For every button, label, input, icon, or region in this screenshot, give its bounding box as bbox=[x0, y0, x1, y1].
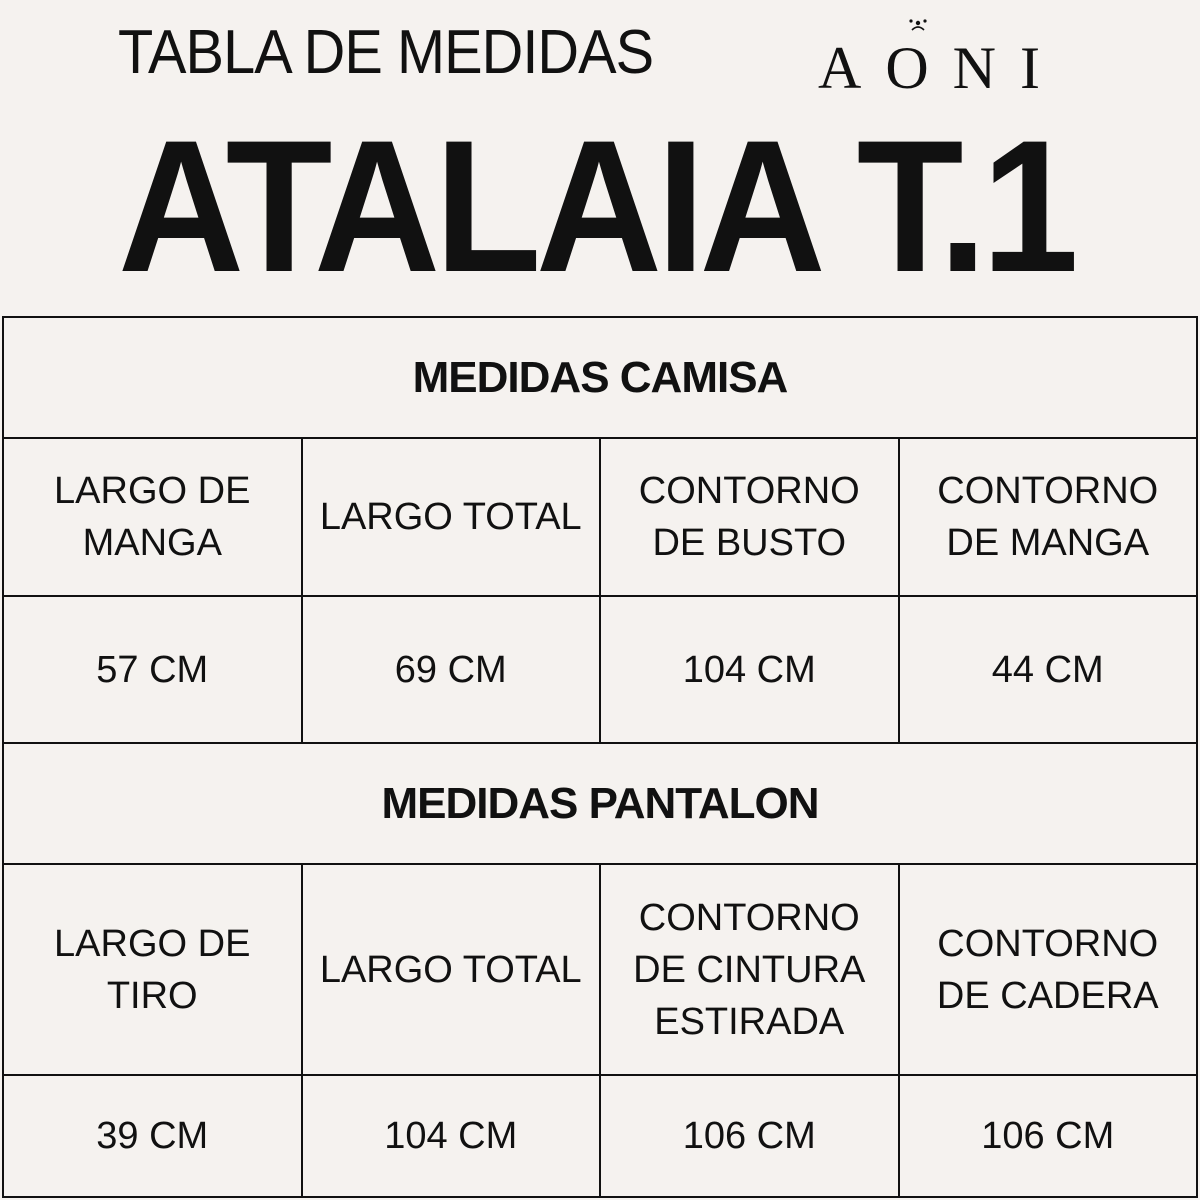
shirt-values-row bbox=[4, 597, 1196, 744]
pants-value-total-length: 104 CM bbox=[303, 1076, 602, 1196]
shirt-col-bust: CONTORNO DE BUSTO bbox=[601, 439, 900, 595]
page-title: ATALAIA T.1 bbox=[118, 101, 1074, 311]
shirt-col-sleeve-length: LARGO DE MANGA bbox=[4, 439, 303, 595]
pants-section-row bbox=[4, 744, 1196, 865]
shirt-section-row bbox=[4, 318, 1196, 439]
pants-header-row bbox=[4, 865, 1196, 1076]
pants-section-title: MEDIDAS PANTALON bbox=[381, 778, 819, 828]
pants-value-hip: 106 CM bbox=[981, 1115, 1115, 1157]
brand-logo bbox=[818, 18, 1064, 101]
shirt-col-sleeve-contour: CONTORNO DE MANGA bbox=[937, 470, 1159, 564]
shirt-value-bust: 104 CM bbox=[601, 597, 900, 742]
shirt-value-sleeve-contour: 44 CM bbox=[991, 648, 1104, 691]
pants-col-waist-stretched: CONTORNO DE CINTURA ESTIRADA bbox=[601, 865, 900, 1074]
brand-wordmark: AONI bbox=[818, 35, 1064, 101]
shirt-value-sleeve-length: 57 CM bbox=[4, 597, 303, 742]
shirt-section-title: MEDIDAS CAMISA bbox=[412, 352, 788, 402]
subtitle: TABLA DE MEDIDAS bbox=[118, 18, 654, 87]
pants-value-rise: 39 CM bbox=[4, 1076, 303, 1196]
pants-col-hip: CONTORNO DE CADERA bbox=[936, 922, 1159, 1017]
pants-values-row bbox=[4, 1076, 1196, 1196]
pants-col-rise: LARGO DE TIRO bbox=[4, 865, 303, 1074]
pants-col-total-length: LARGO TOTAL bbox=[303, 865, 602, 1074]
shirt-header-row bbox=[4, 439, 1196, 597]
pants-value-waist-stretched: 106 CM bbox=[601, 1076, 900, 1196]
shirt-value-total-length: 69 CM bbox=[303, 597, 602, 742]
shirt-col-total-length: LARGO TOTAL bbox=[303, 439, 602, 595]
size-table bbox=[2, 316, 1198, 1198]
sparkle-icon bbox=[907, 18, 929, 34]
